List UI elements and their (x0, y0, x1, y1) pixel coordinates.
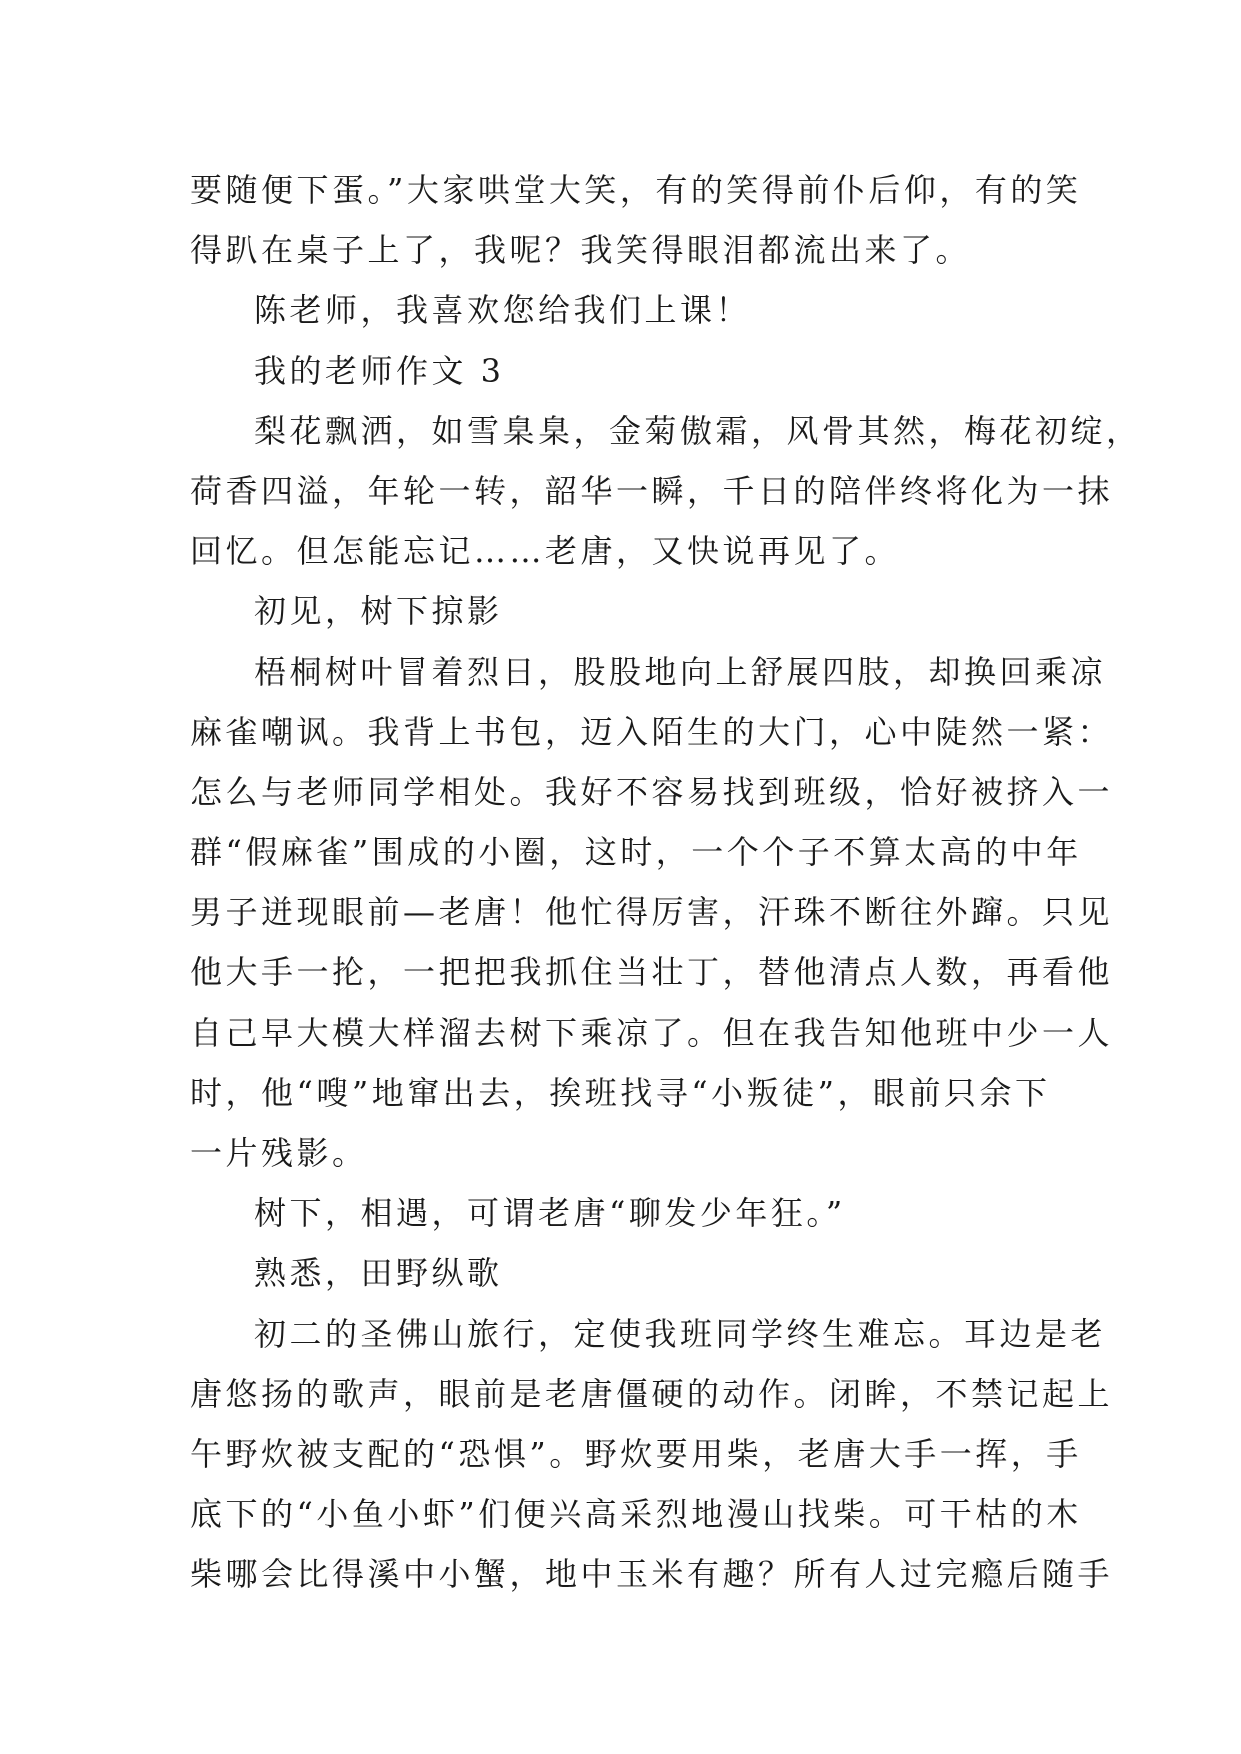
text-line: 回忆。但怎能忘记……老唐，又快说再见了。 (190, 532, 901, 571)
text-line: 唐悠扬的歌声，眼前是老唐僵硬的动作。闭眸，不禁记起上 (190, 1374, 1114, 1413)
essay-text (190, 160, 1142, 1605)
text-line: 底下的“小鱼小虾”们便兴高采烈地漫山找柴。可干枯的木 (190, 1495, 1082, 1534)
text-line: 自己早大模大样溜去树下乘凉了。但在我告知他班中少一人 (190, 1013, 1114, 1052)
paragraph-line: 梨花飘洒，如雪臬臬，金菊傲霜，风骨其然，梅花初绽， (254, 411, 1142, 450)
section-title: 我的老师作文 3 (254, 351, 505, 390)
text-line: 一片残影。 (190, 1134, 368, 1172)
text-line: 午野炊被支配的“恐惧”。野炊要用柴，老唐大手一挥，手 (190, 1434, 1082, 1473)
text-line: 群“假麻雀”围成的小圈，这时，一个个子不算太高的中年 (190, 833, 1082, 872)
text-line: 男子迸现眼前—老唐！他忙得厉害，汗珠不断往外蹿。只见 (190, 893, 1114, 932)
paragraph-line: 陈老师，我喜欢您给我们上课！ (254, 291, 752, 330)
paragraph-line: 树下，相遇，可谓老唐“聊发少年狂。” (254, 1194, 846, 1233)
text-line: 他大手一抡，一把把我抓住当壮丁，替他清点人数，再看他 (190, 953, 1114, 992)
text-line: 要随便下蛋。”大家哄堂大笑，有的笑得前仆后仰，有的笑 (190, 171, 1082, 209)
text-line: 得趴在桌子上了，我呢？我笑得眼泪都流出来了。 (190, 231, 972, 270)
subheading: 熟悉，田野纵歌 (254, 1254, 503, 1293)
paragraph-line: 初二的圣佛山旅行，定使我班同学终生难忘。耳边是老 (254, 1314, 1107, 1353)
paragraph-line: 梧桐树叶冒着烈日，股股地向上舒展四肢，却换回乘凉 (254, 652, 1107, 691)
text-line: 荷香四溢，年轮一转，韶华一瞬，千日的陪伴终将化为一抹 (190, 471, 1114, 510)
text-line: 麻雀嘲讽。我背上书包，迈入陌生的大门，心中陡然一紧： (190, 712, 1114, 751)
text-line: 怎么与老师同学相处。我好不容易找到班级，恰好被挤入一 (190, 772, 1114, 811)
subheading: 初见，树下掠影 (254, 592, 503, 631)
text-line: 时，他“嗖”地窜出去，挨班找寻“小叛徒”，眼前只余下 (190, 1073, 1051, 1112)
text-line: 柴哪会比得溪中小蟹，地中玉米有趣？所有人过完瘾后随手 (190, 1555, 1114, 1594)
